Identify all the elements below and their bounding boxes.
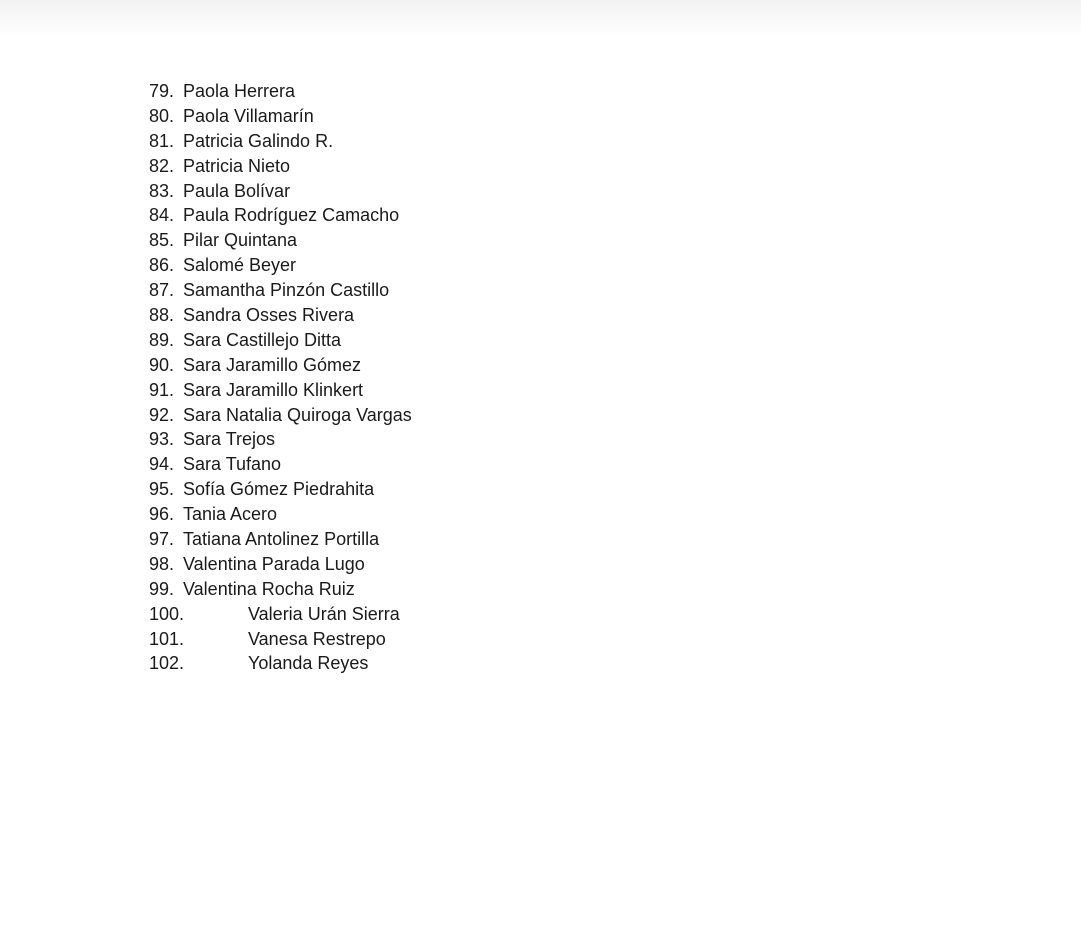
item-number: 93. <box>149 429 175 450</box>
item-name: Sara Natalia Quiroga Vargas <box>183 404 412 425</box>
item-number: 95. <box>149 479 175 500</box>
item-name: Pilar Quintana <box>183 230 298 251</box>
item-name: Salomé Beyer <box>183 255 297 276</box>
list-item <box>149 228 412 253</box>
item-name: Paula Rodríguez Camacho <box>183 205 400 226</box>
item-name: Sara Castillejo Ditta <box>183 329 342 350</box>
list-item <box>149 552 412 577</box>
item-number: 81. <box>149 130 175 151</box>
item-name: Sofía Gómez Piedrahita <box>183 479 375 500</box>
item-name: Valentina Parada Lugo <box>183 553 365 574</box>
item-name: Paula Bolívar <box>183 180 291 201</box>
item-name: Yolanda Reyes <box>248 653 369 674</box>
item-number: 80. <box>149 105 175 126</box>
item-name: Sara Jaramillo Klinkert <box>183 379 364 400</box>
item-number: 90. <box>149 354 175 375</box>
item-number: 102. <box>149 653 185 674</box>
item-number: 99. <box>149 578 175 599</box>
item-number: 85. <box>149 230 175 251</box>
item-name: Valentina Rocha Ruiz <box>183 578 355 599</box>
list-item <box>149 378 412 403</box>
list-item <box>149 602 412 627</box>
list-item <box>149 651 412 676</box>
list-item <box>149 79 412 104</box>
list-item <box>149 203 412 228</box>
list-item <box>149 577 412 602</box>
item-name: Tania Acero <box>183 504 278 525</box>
item-name: Samantha Pinzón Castillo <box>183 280 390 301</box>
item-number: 98. <box>149 553 175 574</box>
top-shadow <box>0 0 1081 40</box>
item-number: 100. <box>149 603 185 624</box>
list-item <box>149 427 412 452</box>
item-name: Sara Tufano <box>183 454 282 475</box>
list-item <box>149 452 412 477</box>
item-name: Sandra Osses Rivera <box>183 305 355 326</box>
list-item <box>149 527 412 552</box>
item-number: 96. <box>149 504 175 525</box>
list-item <box>149 477 412 502</box>
item-number: 97. <box>149 529 175 550</box>
item-name: Paola Villamarín <box>183 105 314 126</box>
item-name: Tatiana Antolinez Portilla <box>183 529 380 550</box>
item-number: 89. <box>149 329 175 350</box>
item-name: Paola Herrera <box>183 81 296 101</box>
list-item <box>149 328 412 353</box>
item-number: 88. <box>149 305 175 326</box>
item-number: 101. <box>149 628 185 649</box>
item-number: 82. <box>149 155 175 176</box>
item-number: 86. <box>149 255 175 276</box>
list-item <box>149 627 412 652</box>
item-number: 91. <box>149 379 175 400</box>
list-item <box>149 154 412 179</box>
item-name: Sara Jaramillo Gómez <box>183 354 362 375</box>
list-item <box>149 353 412 378</box>
list-item <box>149 179 412 204</box>
item-number: 79. <box>149 81 175 101</box>
list-item <box>149 303 412 328</box>
item-number: 84. <box>149 205 175 226</box>
item-number: 87. <box>149 280 175 301</box>
item-name: Sara Trejos <box>183 429 276 450</box>
list-item <box>149 502 412 527</box>
list-item <box>149 278 412 303</box>
item-number: 92. <box>149 404 175 425</box>
item-name: Valeria Urán Sierra <box>248 603 400 624</box>
item-name: Vanesa Restrepo <box>248 628 386 649</box>
list-item <box>149 104 412 129</box>
item-number: 94. <box>149 454 175 475</box>
list-item <box>149 253 412 278</box>
list-item <box>149 129 412 154</box>
item-name: Patricia Nieto <box>183 155 291 176</box>
item-number: 83. <box>149 180 175 201</box>
list-item <box>149 403 412 428</box>
name-list <box>149 79 412 676</box>
item-name: Patricia Galindo R. <box>183 130 334 151</box>
